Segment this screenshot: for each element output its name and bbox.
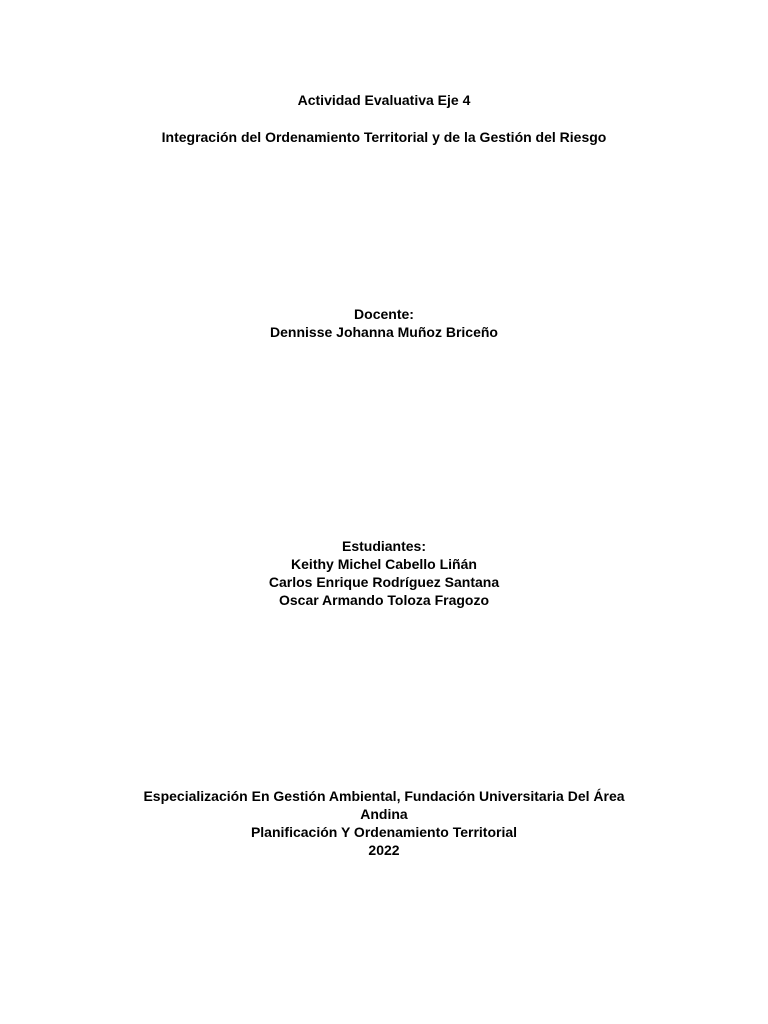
document-subtitle: Integración del Ordenamiento Territorial y de la Gestión del Riesgo [161,129,607,145]
student-name: Carlos Enrique Rodríguez Santana [268,574,500,590]
teacher-section [0,305,768,341]
teacher-name: Dennisse Johanna Muñoz Briceño [270,324,498,340]
document-title: Actividad Evaluativa Eje 4 [297,92,471,108]
students-section [0,537,768,609]
student-name: Keithy Michel Cabello Liñán [291,556,477,572]
students-label: Estudiantes: [341,538,426,554]
teacher-label: Docente: [354,306,414,322]
institution-line-2: Andina [360,806,408,822]
institution-section [0,787,768,859]
student-name: Oscar Armando Toloza Fragozo [278,592,490,608]
institution-line-1: Especialización En Gestión Ambiental, Fundación Universitaria Del Área [143,788,625,804]
document-year: 2022 [368,842,400,858]
course-name: Planificación Y Ordenamiento Territorial [250,824,518,840]
